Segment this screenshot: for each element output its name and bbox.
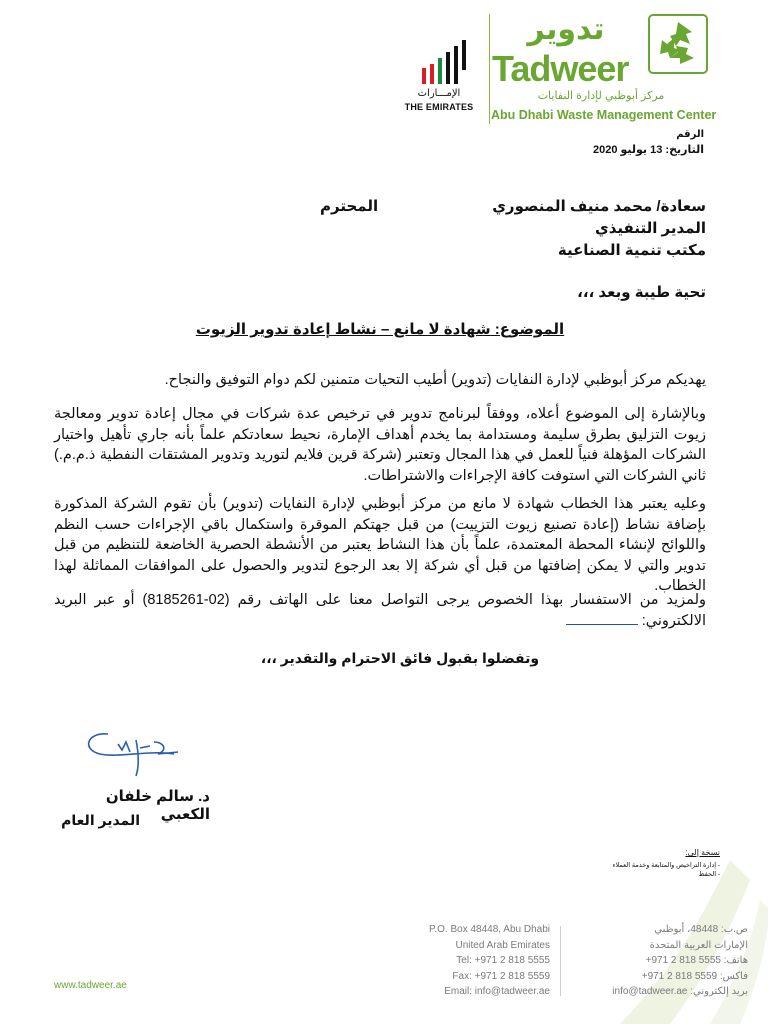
tadweer-english-wordmark: Tadweer — [492, 48, 629, 89]
letter-subject: الموضوع: شهادة لا مانع – نشاط إعادة تدوير الزيوت — [195, 321, 565, 338]
emirates-flag-bars-icon — [420, 40, 470, 88]
email-blank-line — [566, 624, 638, 625]
addressee-title: المدير التنفيذي — [595, 220, 706, 237]
footer-email-english: Email: info@tadweer.ae — [444, 986, 550, 997]
body-paragraph-1: يهديكم مركز أبوظبي لإدارة النفايات (تدوير) أطيب التحيات متمنين لكم دوام التوفيق والنجاح. — [164, 372, 706, 388]
addressee-name-row — [320, 196, 706, 218]
addressee-block — [320, 196, 706, 262]
letter-date: التاريخ: 13 يوليو 2020 — [592, 144, 704, 156]
footer-address-arabic: ص.ب: 48448، أبوظبي الإمارات العربية المتحدة هاتف: 5555 818 2 971+ فاكس: 5559 818 2 971+ بريد إلكتروني: info@tadweer.ae — [568, 922, 748, 1000]
footer-website: www.tadweer.ae — [54, 980, 127, 991]
signer-title: المدير العام — [61, 812, 140, 828]
footer-email-arabic: بريد إلكتروني: info@tadweer.ae — [612, 986, 748, 997]
cc-title: نسخة إلى: — [685, 848, 720, 857]
closing-salutation: وتفضلوا بقبول فائق الاحترام والتقدير ،،، — [260, 650, 540, 666]
body-paragraph-3: وعليه يعتبر هذا الخطاب شهادة لا مانع من مركز أبوظبي لإدارة النفايات (تدوير) بأن تقوم الشركة المذكورة بإضافة نشاط (إعادة تصنيع زيوت التزييت) من قبل جهتكم الموقرة واستكمال باقي الإجراءات حسب النظم واللوائح لإنشاء المحطة المعتمدة، علماً بأن هذا النشاط يعتبر من الأنشطة الحصرية الخاضعة للتنظيم من قبل تدوير والتي لا يمكن إضافتها من قبل أي شركة إلا بعد الرجوع لتدوير والحصول على الموافقات المماثلة لهذا الخطاب. — [54, 496, 706, 594]
addressee-name: سعادة/ محمد منيف المنصوري — [492, 198, 706, 215]
center-english-name: Abu Dhabi Waste Management Center — [491, 108, 717, 122]
center-arabic-name: مركز أبوظبي لإدارة النفايات — [537, 90, 665, 102]
reference-number-label: الرقم — [676, 129, 704, 140]
emirates-english-label: THE EMIRATES — [404, 102, 474, 112]
cc-item: - الحفظ — [698, 871, 720, 878]
body-paragraph-2: وبالإشارة إلى الموضوع أعلاه، ووفقاً لبرنامج تدوير في ترخيص عدة شركات في مجال إعادة تدوير ومعالجة زيوت التزليق بطرق سليمة ومستدامة بما يخدم أهداف الإمارة، نحيط سعادتكم علماً بأنه جاري تأهيل واختيار الشركات المؤهلة فنياً للعمل في هذا المجال وتعتبر (شركة قرين فلايم لتوريد وتدوير المشتقات النفطية ذ.م.م.) ثاني الشركات التي استوفت كافة الإجراءات والاشتراطات. — [54, 406, 706, 484]
body-paragraph-4 — [54, 590, 706, 631]
cc-item: - إدارة التراخيص والمتابعة وخدمة العملاء — [612, 862, 720, 869]
emirates-arabic-label: الإمـــارات — [417, 88, 461, 99]
signer-name: د. سالم خلفان الكعبي — [105, 788, 210, 823]
recycle-arrows-icon — [648, 14, 708, 74]
contact-text: ولمزيد من الاستفسار بهذا الخصوص يرجى التواصل معنا على الهاتف رقم (02-8185261) أو عبر البريد الالكتروني: — [54, 592, 706, 629]
addressee-honorific: المحترم — [320, 198, 379, 215]
greeting: تحية طيبة وبعد ،،، — [577, 284, 706, 301]
footer-address-english: P.O. Box 48448, Abu Dhabi United Arab Emirates Tel: +971 2 818 5555 Fax: +971 2 818 5559 Email: info@tadweer.ae — [380, 922, 550, 1000]
footer-separator — [560, 926, 561, 996]
emirates-logo — [400, 22, 490, 122]
tadweer-arabic-wordmark: تدوير — [527, 13, 605, 46]
addressee-office: مكتب تنمية الصناعية — [557, 242, 706, 259]
handwritten-signature — [78, 720, 198, 780]
header-divider — [489, 14, 490, 124]
